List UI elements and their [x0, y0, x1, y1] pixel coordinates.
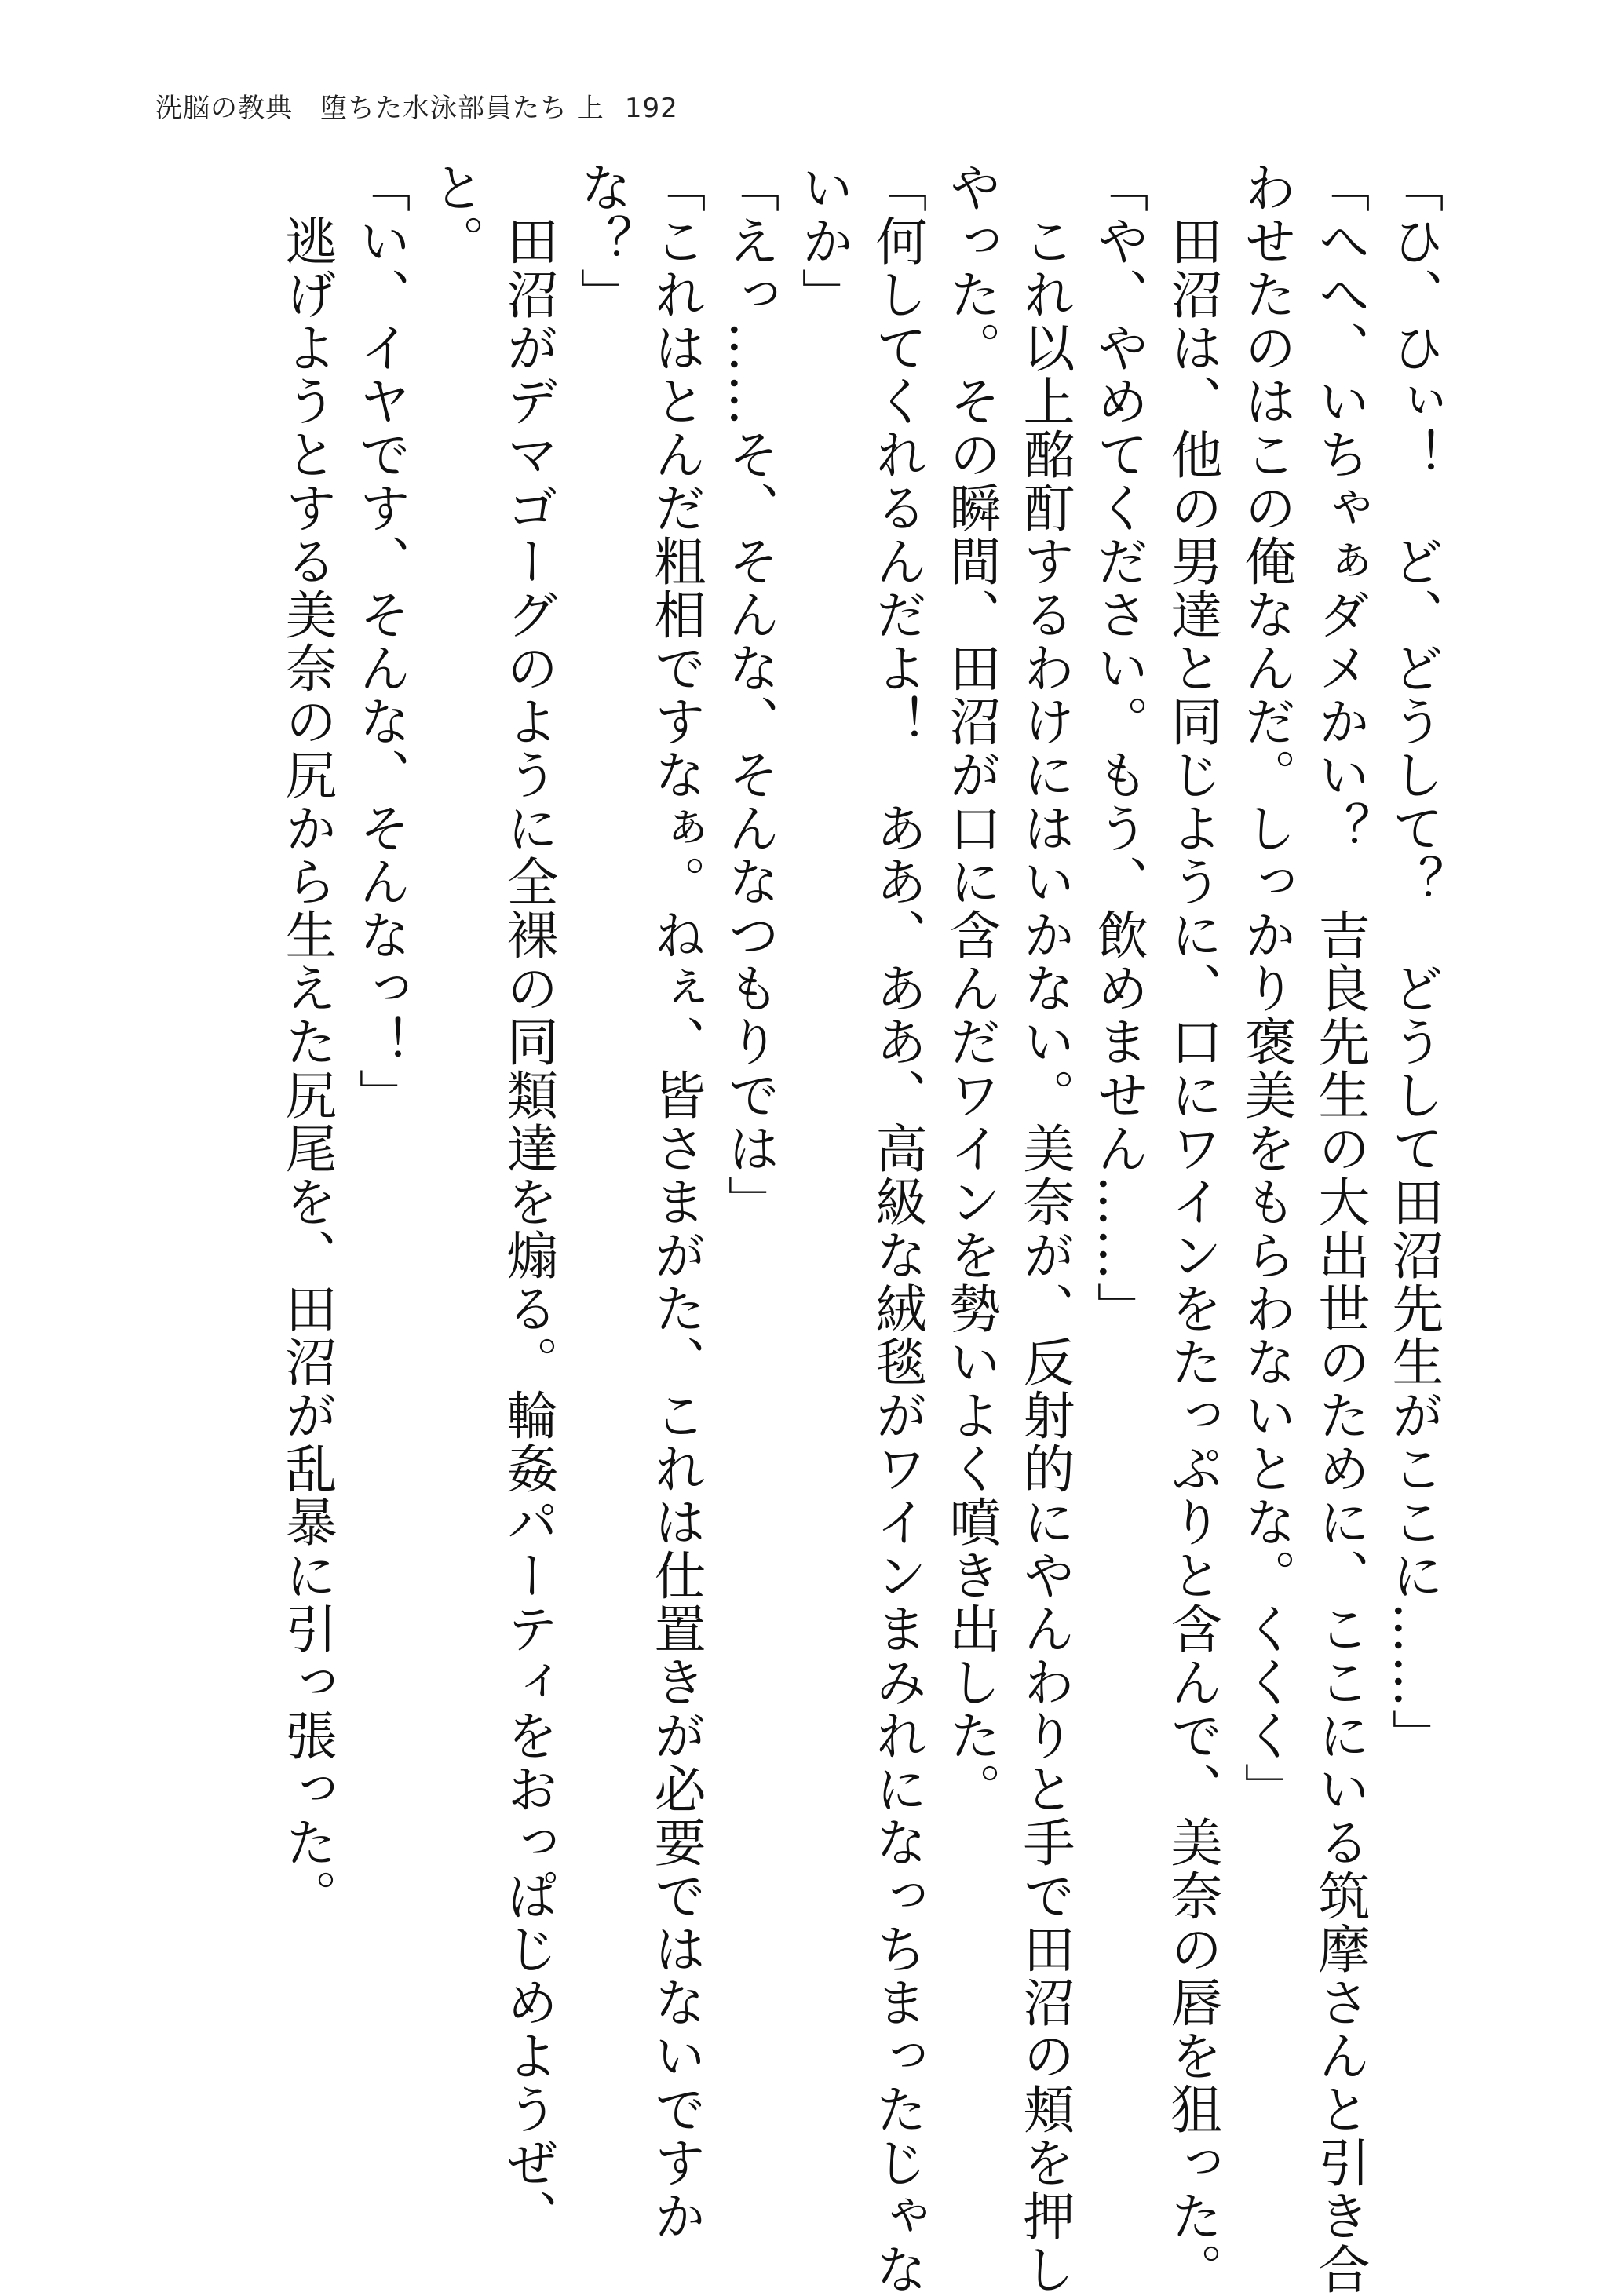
text-line: 田沼がデマゴーグのように全裸の同類達を煽る。輪姦パーティをおっぱじめようぜ、 — [498, 161, 558, 2243]
text-line: 「や、やめてください。もう、飲めません……」 — [1088, 161, 1148, 1335]
text-line: 「ひ、ひぃ！ ど、どうして？ どうして田沼先生がここに……」 — [1383, 161, 1444, 1762]
text-line: 「へへ、いちゃぁダメかい？ 吉良先生の大出世のために、ここにいる筑摩さんと引き合 — [1309, 161, 1370, 2296]
text-line: 「い、イヤです、そんな、そんなっ！」 — [350, 161, 411, 1122]
text-line: 逃げようとする美奈の尻から生えた尻尾を、田沼が乱暴に引っ張った。 — [276, 161, 337, 1922]
text-line: わせたのはこの俺なんだ。しっかり褒美をもらわないとな。くくく」 — [1236, 161, 1296, 1816]
text-line: な？」 — [571, 161, 632, 321]
header-title: 洗脳の教典 堕ちた水泳部員たち 上 — [155, 93, 604, 124]
text-line: と。 — [424, 161, 484, 268]
text-line: 「これはとんだ粗相ですなぁ。ねぇ、皆さまがた、これは仕置きが必要ではないですか — [645, 161, 706, 2243]
text-line: 「何してくれるんだよ！ ああ、ああ、高級な絨毯がワインまみれになっちまったじゃな — [867, 161, 927, 2296]
text-line: 「えっ……そ、そんな、そんなつもりでは」 — [719, 161, 779, 1228]
text-line: やった。その瞬間、田沼が口に含んだワインを勢いよく噴き出した。 — [940, 161, 1001, 1816]
text-line: 田沼は、他の男達と同じように、口にワインをたっぷりと含んで、美奈の唇を狙った。 — [1162, 161, 1222, 2296]
text-line: これ以上酩酊するわけにはいかない。美奈が、反射的にやんわりと手で田沼の頬を押し — [1014, 161, 1075, 2296]
running-header — [155, 93, 678, 124]
text-line: いか」 — [793, 161, 853, 321]
page-number: 192 — [624, 93, 678, 124]
vertical-body-text — [269, 161, 1450, 2296]
